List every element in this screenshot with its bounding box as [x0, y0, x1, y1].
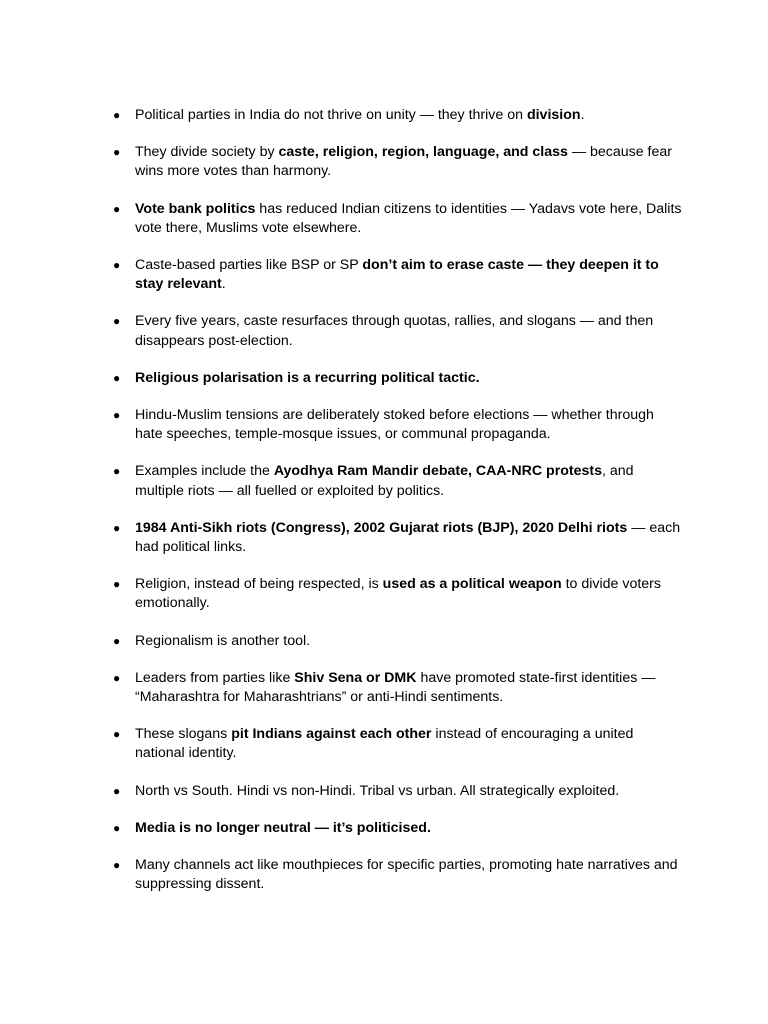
list-item	[113, 856, 683, 894]
text-segment: instead of encouraging a united national identity.	[135, 726, 634, 762]
bold-text-segment: used as a political weapon	[382, 576, 562, 593]
list-item	[113, 669, 683, 707]
list-item	[113, 369, 683, 388]
bullet-icon: ●	[113, 258, 121, 273]
bullet-icon: ●	[113, 408, 121, 423]
text-segment: Examples include the	[135, 463, 274, 480]
text-segment: These slogans	[135, 726, 232, 743]
bullet-icon: ●	[113, 201, 121, 216]
list-item	[113, 725, 683, 763]
bold-text-segment: 1984 Anti-Sikh riots (Congress), 2002 Gujarat riots (BJP), 2020 Delhi riots	[135, 519, 628, 536]
bullet-icon: ●	[113, 464, 121, 479]
bullet-icon: ●	[113, 783, 121, 798]
list-item	[113, 200, 683, 238]
text-segment: Many channels act like mouthpieces for specific parties, promoting hate narratives and suppressing dissent.	[135, 857, 678, 893]
list-item	[113, 519, 683, 557]
text-segment: Caste-based parties like BSP or SP	[135, 257, 363, 274]
bold-text-segment: Shiv Sena or DMK	[294, 669, 417, 686]
list-item	[113, 143, 683, 181]
bullet-icon: ●	[113, 145, 121, 160]
text-segment: Leaders from parties like	[135, 669, 295, 686]
bold-text-segment: pit Indians against each other	[231, 726, 432, 743]
text-segment: , and multiple riots — all fuelled or exploited by politics.	[135, 463, 634, 499]
text-segment: Every five years, caste resurfaces through quotas, rallies, and slogans — and then disappears post-election.	[135, 313, 654, 349]
list-item	[113, 632, 683, 651]
text-segment: They divide society by	[135, 144, 279, 161]
text-segment: has reduced Indian citizens to identities — Yadavs vote here, Dalits vote there, Muslims vote elsewhere.	[135, 200, 682, 236]
text-segment: Regionalism is another tool.	[135, 632, 311, 649]
list-item	[113, 406, 683, 444]
list-item	[113, 782, 683, 801]
text-segment: have promoted state-first identities — “Maharashtra for Maharashtrians” or anti-Hindi sentiments.	[135, 669, 656, 706]
bullet-icon: ●	[113, 727, 121, 742]
list-item	[113, 819, 683, 838]
list-item	[113, 106, 683, 125]
text-segment: to divide voters emotionally.	[135, 576, 662, 612]
text-segment: — each had political links.	[135, 519, 681, 556]
bullet-icon: ●	[113, 370, 121, 385]
bold-text-segment: division	[526, 107, 581, 123]
bullet-icon: ●	[113, 670, 121, 685]
text-segment: Religion, instead of being respected, is	[135, 576, 383, 593]
bullet-icon: ●	[113, 520, 121, 535]
list-item	[113, 575, 683, 613]
text-segment: Political parties in India do not thrive on unity — they thrive on	[135, 107, 527, 123]
text-segment: .	[580, 107, 585, 123]
bullet-list	[113, 106, 683, 912]
bold-text-segment: Ayodhya Ram Mandir debate, CAA-NRC protests	[273, 463, 603, 480]
bold-text-segment: Vote bank politics	[135, 200, 256, 217]
list-item	[113, 462, 683, 500]
bold-text-segment: Media is no longer neutral — it’s politicised.	[135, 819, 431, 836]
bullet-icon: ●	[113, 633, 121, 648]
text-segment: North vs South. Hindi vs non-Hindi. Tribal vs urban. All strategically exploited.	[135, 782, 620, 799]
list-item	[113, 256, 683, 294]
bullet-icon: ●	[113, 820, 121, 835]
bold-text-segment: caste, religion, region, language, and class	[278, 144, 568, 161]
bold-text-segment: don’t aim to erase caste — they deepen it to stay relevant	[135, 257, 659, 293]
bullet-icon: ●	[113, 314, 121, 329]
list-item	[113, 312, 683, 350]
bullet-icon: ●	[113, 577, 121, 592]
bullet-icon: ●	[113, 108, 121, 122]
text-segment: — because fear wins more votes than harmony.	[135, 144, 672, 180]
bullet-icon: ●	[113, 858, 121, 873]
bold-text-segment: Religious polarisation is a recurring political tactic.	[135, 369, 480, 386]
text-segment: Hindu-Muslim tensions are deliberately stoked before elections — whether through hate speeches, temple-mosque issues, or communal propaganda.	[135, 407, 654, 443]
text-segment: .	[221, 276, 226, 293]
